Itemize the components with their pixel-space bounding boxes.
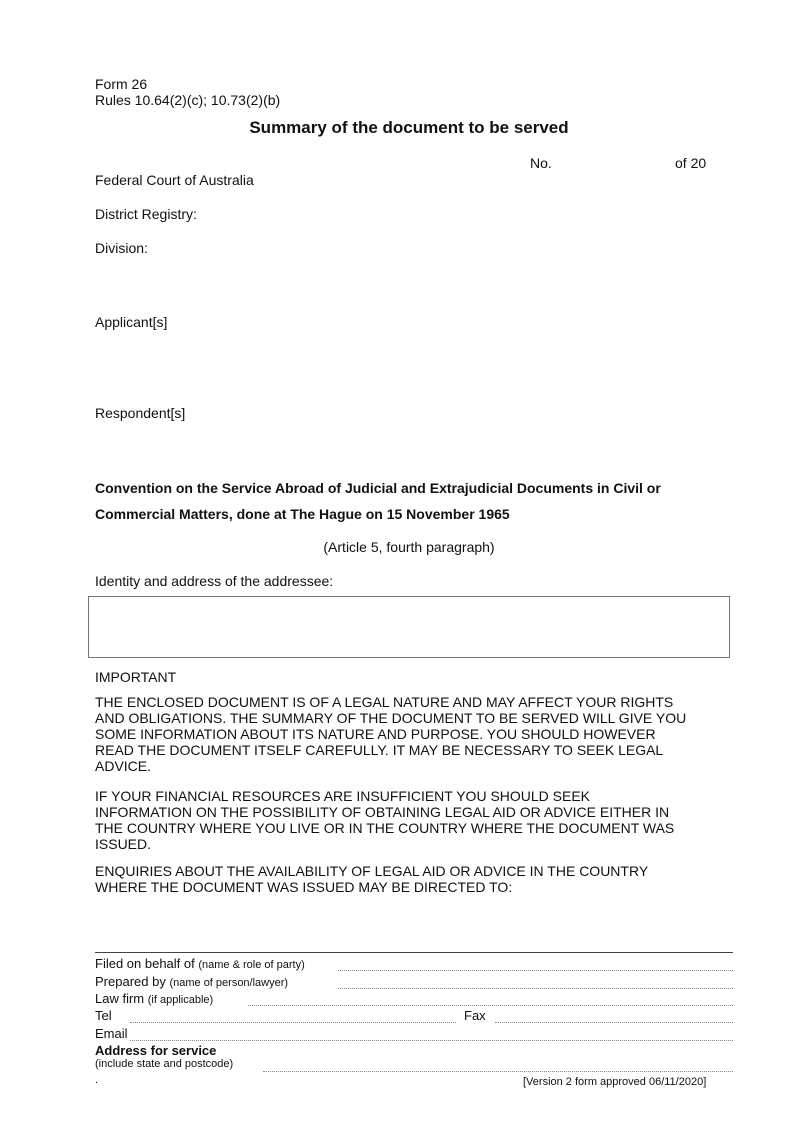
- notice-paragraph-1: [95, 694, 686, 774]
- notice-line: THE ENCLOSED DOCUMENT IS OF A LEGAL NATURE AND MAY AFFECT YOUR RIGHTS: [95, 694, 674, 710]
- convention-title-line2: Commercial Matters, done at The Hague on 15 November 1965: [95, 506, 510, 522]
- applicant-label: Applicant[s]: [95, 314, 168, 330]
- addressee-label: Identity and address of the addressee:: [95, 573, 334, 589]
- email-field[interactable]: [130, 1040, 733, 1041]
- district-registry-label: District Registry:: [95, 206, 197, 222]
- notice-line: ENQUIRIES ABOUT THE AVAILABILITY OF LEGAL AID OR ADVICE IN THE COUNTRY: [95, 863, 649, 879]
- notice-paragraph-2: [95, 788, 674, 852]
- version-note: [Version 2 form approved 06/11/2020]: [523, 1076, 707, 1088]
- filed-hint: (name & role of party): [198, 959, 305, 971]
- filed-on-behalf-label: [95, 956, 305, 971]
- address-for-service-field[interactable]: [263, 1071, 733, 1072]
- footer-divider: [95, 952, 733, 953]
- firm-label-text: Law firm: [95, 991, 145, 1006]
- form-number: Form 26: [95, 76, 148, 92]
- prepared-by-field[interactable]: [338, 988, 733, 989]
- fax-field[interactable]: [495, 1022, 733, 1023]
- prepared-label-text: Prepared by: [95, 974, 166, 989]
- law-firm-field[interactable]: [248, 1005, 733, 1006]
- notice-paragraph-3: [95, 863, 648, 895]
- prepared-by-label: [95, 974, 288, 989]
- prepared-hint: (name of person/lawyer): [169, 977, 289, 989]
- page-title: Summary of the document to be served: [249, 118, 569, 137]
- address-for-service-label: Address for service: [95, 1043, 217, 1058]
- tel-label: Tel: [95, 1008, 112, 1023]
- case-year-label: of 20: [675, 155, 707, 171]
- important-heading: IMPORTANT: [95, 669, 177, 685]
- court-name: Federal Court of Australia: [95, 172, 254, 188]
- law-firm-label: [95, 991, 213, 1006]
- firm-hint: (if applicable): [147, 994, 214, 1006]
- form-rules: Rules 10.64(2)(c); 10.73(2)(b): [95, 92, 281, 108]
- division-label: Division:: [95, 240, 148, 256]
- notice-line: ADVICE.: [95, 758, 152, 774]
- notice-line: WHERE THE DOCUMENT WAS ISSUED MAY BE DIRECTED TO:: [95, 879, 513, 895]
- notice-line: IF YOUR FINANCIAL RESOURCES ARE INSUFFICIENT YOU SHOULD SEEK: [95, 788, 591, 804]
- address-hint: (include state and postcode): [95, 1058, 234, 1070]
- notice-line: AND OBLIGATIONS. THE SUMMARY OF THE DOCUMENT TO BE SERVED WILL GIVE YOU: [95, 710, 687, 726]
- fax-label: Fax: [464, 1008, 486, 1023]
- convention-title-line1: Convention on the Service Abroad of Judicial and Extrajudicial Documents in Civil or: [95, 480, 661, 496]
- notice-line: INFORMATION ON THE POSSIBILITY OF OBTAINING LEGAL AID OR ADVICE EITHER IN: [95, 804, 670, 820]
- filed-on-behalf-field[interactable]: [338, 970, 733, 971]
- notice-line: READ THE DOCUMENT ITSELF CAREFULLY. IT MAY BE NECESSARY TO SEEK LEGAL: [95, 742, 664, 758]
- respondent-label: Respondent[s]: [95, 405, 186, 421]
- case-number-label: No.: [530, 155, 552, 171]
- tel-field[interactable]: [130, 1022, 456, 1023]
- notice-line: ISSUED.: [95, 836, 152, 852]
- footer-dot: .: [95, 1074, 99, 1086]
- addressee-field[interactable]: [88, 596, 730, 658]
- notice-line: SOME INFORMATION ABOUT ITS NATURE AND PURPOSE. YOU SHOULD HOWEVER: [95, 726, 656, 742]
- notice-line: THE COUNTRY WHERE YOU LIVE OR IN THE COUNTRY WHERE THE DOCUMENT WAS: [95, 820, 675, 836]
- convention-article: (Article 5, fourth paragraph): [323, 539, 495, 555]
- email-label: Email: [95, 1026, 128, 1041]
- filed-label-text: Filed on behalf of: [95, 956, 195, 971]
